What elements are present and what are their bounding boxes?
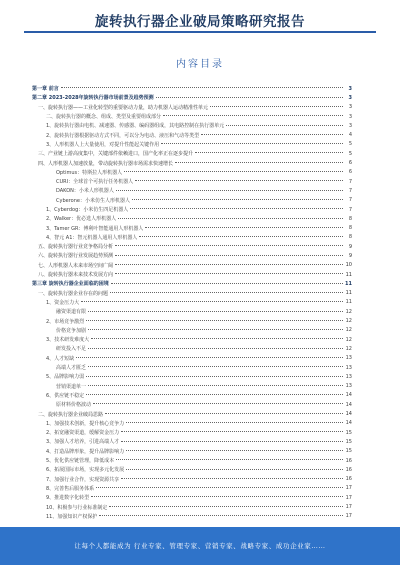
toc-entry-label: 8、完善售后服务体系 [46, 485, 95, 492]
toc-leader-dots [121, 431, 343, 432]
toc-entry-label: 4、智元 A1：智元机器人通用人形机器人 [46, 234, 138, 241]
toc-leader-dots [139, 236, 343, 237]
toc-entry-label: 6、拓展国际市场，实现多元化发展 [46, 467, 125, 474]
toc-entry[interactable] [32, 251, 352, 260]
toc-entry-label: 10、积极参与行业标准制定 [46, 504, 108, 511]
toc-entry-page: 15 [345, 448, 352, 455]
toc-entry-page: 13 [345, 383, 352, 390]
toc-entry[interactable] [32, 493, 352, 502]
toc-leader-dots [88, 348, 343, 349]
toc-entry-label: 2、旋转执行器根据驱动方式不同，可以分为电动、液压和气动等类型 [46, 132, 200, 139]
toc-leader-dots [116, 459, 343, 460]
toc-entry[interactable] [32, 344, 352, 353]
toc-leader-dots [91, 338, 343, 339]
toc-entry-page: 7 [348, 206, 352, 213]
toc-entry-page: 4 [348, 132, 352, 139]
toc-leader-dots [226, 125, 343, 126]
toc-leader-dots [130, 208, 343, 209]
toc-entry-page: 15 [345, 438, 352, 445]
toc-entry-label: 3、技术研发难度大 [46, 337, 90, 344]
toc-leader-dots [81, 301, 343, 302]
toc-entry-label: 3、Tamer GR：傅利叶智能通用人形机器人 [46, 225, 144, 232]
toc-leader-dots [195, 152, 343, 153]
toc-entry[interactable] [32, 158, 352, 167]
toc-leader-dots [121, 441, 343, 442]
toc-leader-dots [201, 134, 343, 135]
toc-entry[interactable] [32, 93, 352, 102]
toc-entry[interactable] [32, 177, 352, 186]
toc-leader-dots [116, 190, 343, 191]
report-title: 旋转执行器企业破局策略研究报告 [95, 14, 305, 30]
toc-entry-label: 5、优化供应链管理，降低成本 [46, 458, 115, 465]
toc-entry-label: Cyberone：小米仿生人形机器人 [56, 197, 130, 204]
toc-leader-dots [111, 283, 343, 284]
toc-entry-page: 8 [348, 215, 352, 222]
toc-leader-dots [91, 496, 343, 497]
toc-leader-dots [105, 413, 343, 414]
toc-entry-page: 15 [345, 429, 352, 436]
page-footer [0, 527, 400, 565]
toc-entry[interactable] [32, 168, 352, 177]
toc-entry-label: 1、资金压力大 [46, 299, 80, 306]
toc-entry-page: 3 [348, 122, 352, 129]
toc-entry[interactable] [32, 196, 352, 205]
toc-entry-label: 三、产业链上游高度集中，关键部件依赖进口，国产化率正在逐步提升 [38, 151, 194, 158]
toc-leader-dots [126, 469, 343, 470]
toc-entry-label: CURI：全球首个可执行任务机器人 [56, 179, 134, 186]
toc-entry-page: 12 [345, 318, 352, 325]
toc-entry[interactable] [32, 261, 352, 270]
toc-entry-page: 12 [345, 336, 352, 343]
toc-entry-label: 原材料价格波动 [56, 402, 92, 409]
toc-entry[interactable] [32, 484, 352, 493]
toc-leader-dots [163, 115, 343, 116]
toc-leader-dots [96, 487, 343, 488]
toc-entry[interactable] [32, 84, 352, 93]
toc-entry-page: 3 [348, 113, 352, 120]
toc-entry-label: 二、旋转执行器的概念、组成、类型及重要组成部分 [46, 114, 162, 121]
toc-leader-dots [135, 180, 343, 181]
toc-entry-label: 八、旋转执行器未来技术发展方向 [38, 272, 114, 279]
toc-entry-label: 3、加强人才培养，引进高端人才 [46, 439, 120, 446]
toc-leader-dots [175, 162, 343, 163]
toc-entry-page: 6 [348, 160, 352, 167]
toc-entry[interactable] [32, 419, 352, 428]
toc-entry[interactable] [32, 326, 352, 335]
toc-entry-page: 17 [345, 513, 352, 520]
toc-entry-page: 10 [345, 262, 352, 269]
toc-leader-dots [121, 478, 343, 479]
toc-entry-label: 4、打造品牌形象，提升品牌影响力 [46, 448, 125, 455]
toc-entry[interactable] [32, 512, 352, 521]
toc-entry-label: 第三章 旋转执行器企业面临的困境 [32, 281, 109, 288]
toc-leader-dots [61, 87, 343, 88]
toc-entry-label: 6、供应链不稳定 [46, 392, 85, 399]
toc-entry[interactable] [32, 428, 352, 437]
toc-entry-label: 3、人形机器人上大量使用，对提升性能起关键作用 [46, 141, 160, 148]
toc-entry-page: 14 [345, 411, 352, 418]
toc-entry-label: 一、旋转执行器——工业化转型的重要驱动力量，助力机器人运动精准性单元 [38, 104, 209, 111]
toc-entry-page: 3 [348, 104, 352, 111]
toc-leader-dots [126, 422, 343, 423]
toc-entry[interactable] [32, 140, 352, 149]
page-header [0, 0, 400, 34]
toc-entry[interactable] [32, 149, 352, 158]
toc-leader-dots [126, 450, 343, 451]
toc-entry-label: 五、旋转执行器行业竞争格局分析 [38, 244, 114, 251]
toc-entry[interactable] [32, 437, 352, 446]
toc-entry-page: 11 [345, 271, 352, 278]
toc-entry-label: 1、旋转执行器由电机、减速器、传感器、编码器组成，其电路控制在执行器单元 [46, 123, 225, 130]
toc-entry[interactable] [32, 223, 352, 232]
toc-entry[interactable] [32, 316, 352, 325]
toc-leader-dots [210, 106, 343, 107]
toc-entry[interactable] [32, 103, 352, 112]
toc-entry[interactable] [32, 307, 352, 316]
toc-entry-page: 14 [345, 401, 352, 408]
toc-entry-page: 12 [345, 308, 352, 315]
toc-entry-page: 7 [348, 197, 352, 204]
toc-entry-page: 13 [345, 364, 352, 371]
toc-entry-page: 9 [348, 243, 352, 250]
toc-entry[interactable] [32, 391, 352, 400]
toc-entry[interactable] [32, 186, 352, 195]
toc-entry[interactable] [32, 121, 352, 130]
toc-entry[interactable] [32, 363, 352, 372]
toc-entry-page: 9 [348, 252, 352, 259]
toc-leader-dots [88, 385, 343, 386]
toc-leader-dots [93, 403, 343, 404]
toc-entry-page: 17 [345, 504, 352, 510]
toc-leader-dots [88, 366, 343, 367]
toc-entry-label: 营销渠道单一 [56, 383, 87, 390]
toc-entry-label: 二、旋转执行器企业破局思路 [38, 411, 104, 418]
toc-entry-label: 高端人才匮乏 [56, 365, 87, 372]
toc-leader-dots [156, 97, 343, 98]
toc-entry-label: 5、品牌影响力弱 [46, 374, 85, 381]
toc-entry-page: 12 [345, 327, 352, 334]
toc-entry-page: 17 [345, 494, 352, 501]
footer-slogan: 让每个人都能成为 行业专家、管理专家、营销专家、战略专家、成功企业家…… [74, 542, 326, 550]
toc-entry-page: 14 [345, 420, 352, 427]
toc-leader-dots [86, 394, 343, 395]
toc-entry-label: 第二章 2023-2028年旋转执行器市场前景及趋势预测 [32, 95, 154, 102]
toc-entry-page: 13 [345, 373, 352, 380]
toc-leader-dots [145, 227, 343, 228]
toc-leader-dots [110, 292, 343, 293]
toc-entry-label: 价格竞争加剧 [56, 327, 87, 334]
toc-entry-label: Optimus：特斯拉人形机器人 [56, 169, 123, 176]
toc-entry-page: 7 [348, 187, 352, 194]
toc-entry-page: 17 [345, 485, 352, 492]
toc-leader-dots [76, 357, 343, 358]
toc-entry-page: 16 [345, 457, 352, 464]
toc-entry[interactable] [32, 354, 352, 363]
toc-leader-dots [115, 273, 343, 274]
toc-entry-label: 一、旋转执行器企业存在的问题 [38, 290, 109, 297]
toc-entry-page: 8 [348, 225, 352, 232]
toc-entry-label: 7、加强行业合作，实现资源共享 [46, 476, 120, 483]
toc-entry[interactable] [32, 372, 352, 381]
toc-entry[interactable] [32, 465, 352, 474]
toc-entry-label: 融资渠道有限 [56, 309, 87, 316]
toc-leader-dots [86, 320, 343, 321]
toc-leader-dots [115, 245, 343, 246]
table-of-contents [32, 84, 352, 521]
toc-entry[interactable] [32, 447, 352, 456]
toc-entry-page: 14 [345, 392, 352, 399]
toc-entry[interactable] [32, 502, 352, 511]
toc-entry[interactable] [32, 270, 352, 279]
toc-entry-label: 六、旋转执行器行业发展趋势预测 [38, 253, 114, 260]
toc-entry[interactable] [32, 242, 352, 251]
toc-entry-label: 四、人形机器人加速放量，带动旋转执行器市场需求快速增长 [38, 160, 174, 167]
toc-entry[interactable] [32, 289, 352, 298]
toc-entry-label: 9、推进数字化转型 [46, 495, 90, 502]
toc-entry-label: 第一章 前言 [32, 86, 59, 93]
toc-entry-page: 5 [348, 141, 352, 148]
header-divider [24, 31, 376, 33]
toc-entry-label: 11、加强知识产权保护 [46, 513, 98, 520]
toc-entry-page: 12 [345, 345, 352, 352]
toc-entry-page: 16 [345, 476, 352, 483]
toc-leader-dots [115, 264, 343, 265]
toc-entry[interactable] [32, 474, 352, 483]
toc-entry-page: 16 [345, 466, 352, 473]
toc-entry[interactable] [32, 214, 352, 223]
toc-entry[interactable] [32, 400, 352, 409]
toc-entry-page: 5 [348, 150, 352, 157]
toc-leader-dots [124, 171, 343, 172]
toc-entry[interactable] [32, 130, 352, 139]
toc-entry[interactable] [32, 298, 352, 307]
toc-entry-label: 七、人形机器人未来市场空间广阔 [38, 262, 114, 269]
toc-entry[interactable] [32, 456, 352, 465]
toc-heading: 内容目录 [176, 59, 224, 70]
toc-entry-page: 13 [345, 355, 352, 362]
toc-leader-dots [88, 329, 343, 330]
toc-entry-page: 11 [345, 290, 352, 297]
toc-leader-dots [99, 515, 343, 516]
toc-entry-label: 1、Cyberdog：小米仿生四足机器人 [46, 207, 129, 213]
toc-leader-dots [86, 376, 343, 377]
toc-entry-page: 3 [348, 94, 352, 101]
toc-entry-page: 11 [345, 280, 352, 287]
toc-entry-page: 8 [348, 234, 352, 241]
toc-entry-label: 2、Walker：优必选人形机器人 [46, 216, 117, 223]
toc-entry-label: 1、加强技术创新，提升核心竞争力 [46, 420, 125, 427]
toc-entry-label: 2、市场竞争激烈 [46, 318, 85, 325]
toc-entry[interactable] [32, 335, 352, 344]
toc-entry[interactable] [32, 112, 352, 121]
toc-entry[interactable] [32, 382, 352, 391]
toc-entry[interactable] [32, 233, 352, 242]
toc-entry-page: 7 [348, 178, 352, 185]
toc-entry-label: 研发投入不足 [56, 346, 87, 353]
toc-entry-page: 11 [345, 299, 352, 306]
toc-leader-dots [115, 255, 343, 256]
toc-leader-dots [161, 143, 343, 144]
toc-leader-dots [109, 506, 343, 507]
toc-leader-dots [118, 218, 343, 219]
toc-entry-label: 4、人才短缺 [46, 355, 75, 362]
toc-leader-dots [88, 311, 343, 312]
toc-leader-dots [132, 199, 343, 200]
toc-entry-page: 6 [348, 169, 352, 176]
toc-entry[interactable] [32, 205, 352, 214]
toc-entry-label: 2、拓宽融资渠道，缓解资金压力 [46, 430, 120, 437]
toc-entry[interactable] [32, 409, 352, 418]
toc-entry-page: 3 [348, 85, 352, 92]
toc-entry[interactable] [32, 279, 352, 288]
toc-entry-label: DAKON：小米人形机器人 [56, 188, 114, 195]
